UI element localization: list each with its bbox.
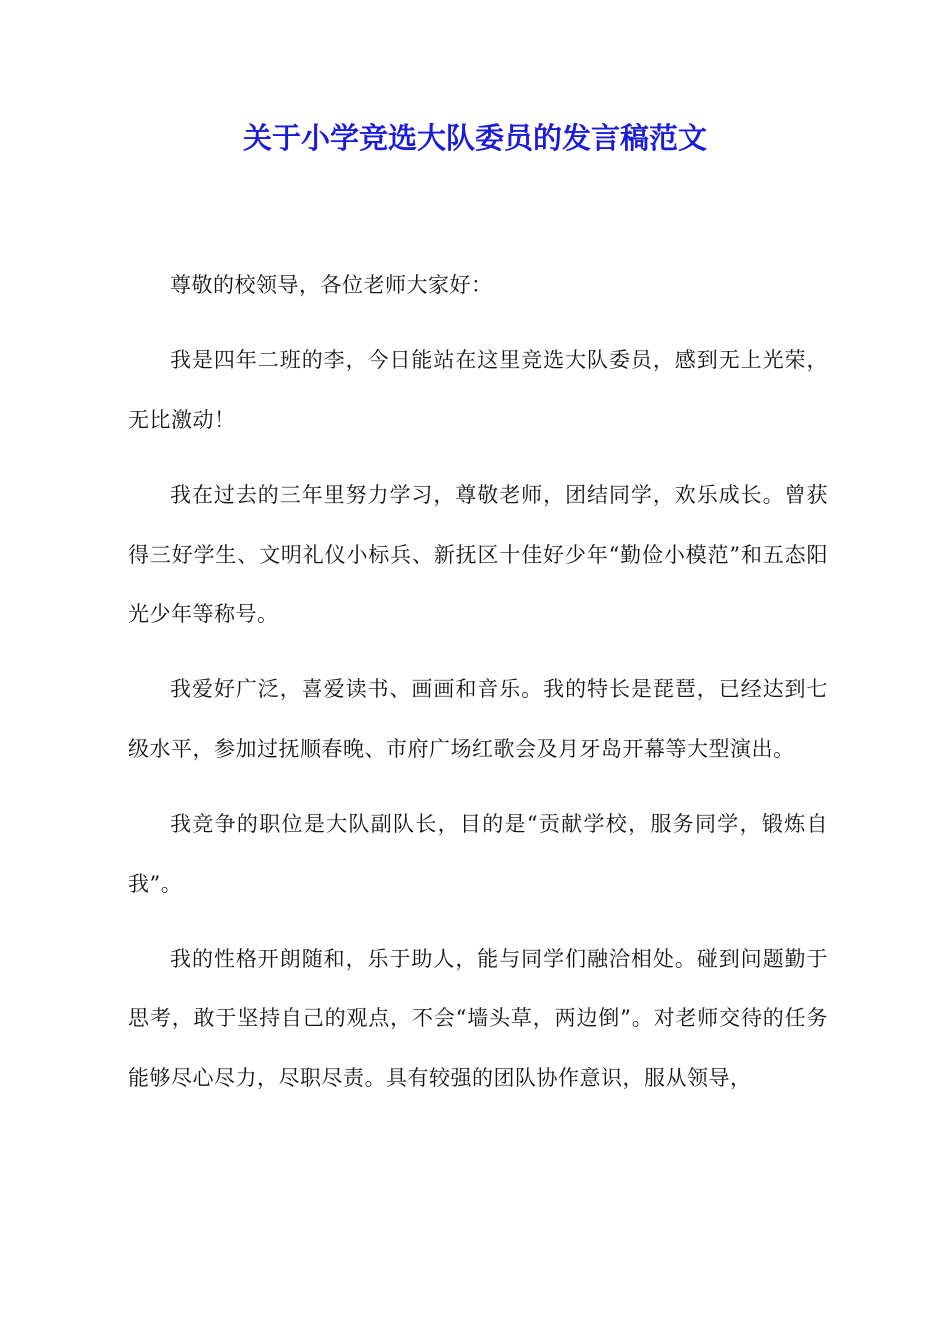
paragraph-personality: 我的性格开朗随和，乐于助人，能与同学们融洽相处。碰到问题勤于思考，敢于坚持自己的观点，不会“墙头草，两边倒”。对老师交待的任务能够尽心尽力，尽职尽责。具有较强的团队协作意识，服从领导， [128, 946, 828, 1090]
paragraph-hobbies: 我爱好广泛，喜爱读书、画画和音乐。我的特长是琵琶，已经达到七级水平，参加过抚顺春晚、市府广场红歌会及月牙岛开幕等大型演出。 [128, 677, 828, 761]
document-title: 关于小学竞选大队委员的发言稿范文 [242, 121, 707, 155]
paragraph-introduction: 我是四年二班的李，今日能站在这里竞选大队委员，感到无上光荣，无比激动！ [128, 348, 828, 432]
document-body [128, 256, 828, 1124]
paragraph-greeting: 尊敬的校领导，各位老师大家好： [170, 273, 493, 297]
paragraph-achievements: 我在过去的三年里努力学习，尊敬老师，团结同学，欢乐成长。曾获得三好学生、文明礼仪小标兵、新抚区十佳好少年“勤俭小模范”和五态阳光少年等称号。 [128, 483, 828, 627]
paragraph-position: 我竞争的职位是大队副队长，目的是“贡献学校，服务同学，锻炼自我”。 [128, 812, 828, 896]
